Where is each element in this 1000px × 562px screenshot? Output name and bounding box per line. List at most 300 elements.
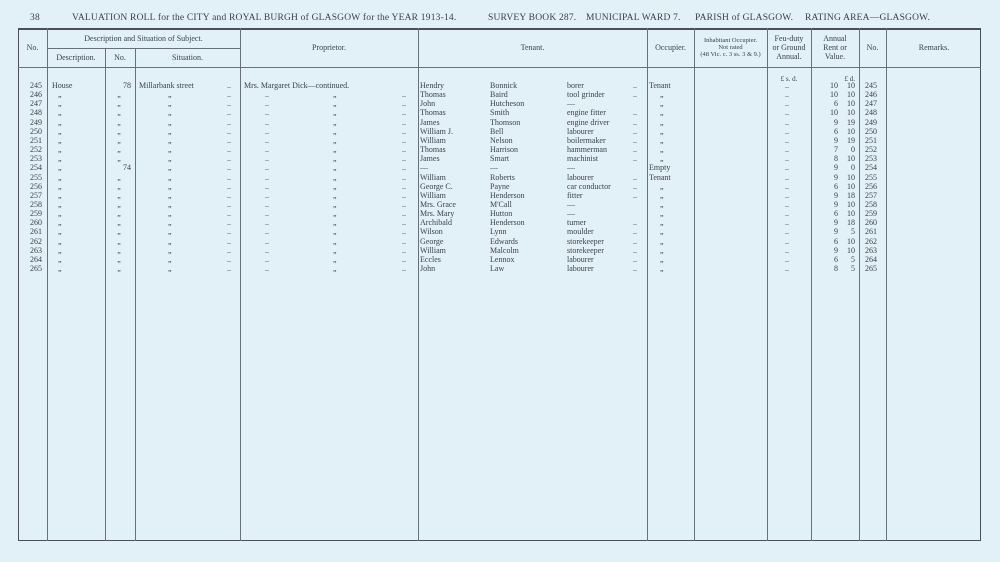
- tenant-surname: Henderson: [490, 218, 525, 228]
- feu-duty: ..: [785, 236, 789, 246]
- tenant-surname: M'Call: [490, 199, 512, 209]
- leader-dots: ..: [402, 236, 406, 246]
- leader-dots: ..: [265, 108, 269, 118]
- row-number: 265: [30, 264, 42, 273]
- situation: „: [168, 190, 172, 200]
- proprietor: „: [333, 264, 337, 273]
- leader-dots: ..: [402, 154, 406, 164]
- tenant-occupation: —: [567, 199, 575, 209]
- leader-dots: ..: [633, 126, 637, 136]
- feu-duty: ..: [785, 172, 789, 182]
- tenant-surname: Bell: [490, 126, 504, 136]
- header-line: Feu-duty: [774, 34, 804, 43]
- rent-pounds: 9: [834, 163, 838, 173]
- tenant-first-name: Thomas: [420, 145, 446, 155]
- description: „: [58, 209, 62, 219]
- leader-dots: ..: [265, 227, 269, 237]
- row-number: 260: [30, 218, 42, 228]
- description: „: [58, 181, 62, 191]
- description: „: [58, 163, 62, 173]
- situation: „: [168, 245, 172, 255]
- tenant-first-name: George: [420, 236, 444, 246]
- leader-dots: ..: [227, 99, 231, 109]
- row-number: 263: [30, 245, 42, 255]
- house-number: 78: [123, 81, 131, 90]
- tenant-occupation: boilermaker: [567, 135, 606, 145]
- leader-dots: ..: [265, 145, 269, 155]
- rent-pounds: 9: [834, 218, 838, 228]
- tenant-occupation: borer: [567, 81, 584, 90]
- proprietor: „: [333, 154, 337, 164]
- leader-dots: ..: [402, 245, 406, 255]
- leader-dots: ..: [227, 172, 231, 182]
- feu-duty: ..: [785, 90, 789, 100]
- leader-dots: ..: [402, 135, 406, 145]
- row-number-right: 259: [865, 209, 877, 219]
- leader-dots: ..: [265, 181, 269, 191]
- row-number-right: 263: [865, 245, 877, 255]
- occupier: „: [660, 264, 664, 273]
- tenant-occupation: labourer: [567, 126, 594, 136]
- house-number: „: [117, 199, 121, 209]
- description: „: [58, 236, 62, 246]
- row-number-right: 256: [865, 181, 877, 191]
- house-number: „: [117, 90, 121, 100]
- leader-dots: ..: [633, 227, 637, 237]
- proprietor: Mrs. Margaret Dick—continued.: [244, 81, 350, 90]
- tenant-occupation: —: [567, 99, 575, 109]
- description: „: [58, 135, 62, 145]
- leader-dots: ..: [402, 90, 406, 100]
- row-number: 255: [30, 172, 42, 182]
- leader-dots: ..: [633, 145, 637, 155]
- tenant-surname: Hutton: [490, 209, 513, 219]
- situation: „: [168, 254, 172, 264]
- feu-duty: ..: [785, 126, 789, 136]
- feu-duty: ..: [785, 209, 789, 219]
- row-number-right: 254: [865, 163, 877, 173]
- leader-dots: ..: [402, 145, 406, 155]
- rent-pounds: 6: [834, 99, 838, 109]
- tenant-occupation: —: [567, 163, 575, 173]
- tenant-first-name: John: [420, 264, 436, 273]
- feu-duty: ..: [785, 81, 789, 90]
- proprietor: „: [333, 135, 337, 145]
- leader-dots: ..: [633, 108, 637, 118]
- rent-pounds: 6: [834, 254, 838, 264]
- row-number: 250: [30, 126, 42, 136]
- description: „: [58, 172, 62, 182]
- row-number: 262: [30, 236, 42, 246]
- tenant-first-name: William: [420, 190, 446, 200]
- tenant-first-name: Wilson: [420, 227, 443, 237]
- proprietor: „: [333, 90, 337, 100]
- leader-dots: ..: [402, 181, 406, 191]
- leader-dots: ..: [633, 172, 637, 182]
- feu-duty: ..: [785, 190, 789, 200]
- tenant-first-name: Thomas: [420, 90, 446, 100]
- leader-dots: ..: [227, 108, 231, 118]
- situation: „: [168, 108, 172, 118]
- row-number: 261: [30, 227, 42, 237]
- house-number: „: [117, 209, 121, 219]
- row-number: 253: [30, 154, 42, 164]
- column-divider: [240, 28, 241, 541]
- tenant-occupation: labourer: [567, 264, 594, 273]
- tenant-occupation: machinist: [567, 154, 599, 164]
- leader-dots: ..: [633, 181, 637, 191]
- row-number: 257: [30, 190, 42, 200]
- leader-dots: ..: [265, 117, 269, 127]
- leader-dots: ..: [633, 190, 637, 200]
- tenant-surname: —: [490, 163, 498, 173]
- row-number-right: 250: [865, 126, 877, 136]
- tenant-surname: Baird: [490, 90, 508, 100]
- row-number-right: 264: [865, 254, 877, 264]
- leader-dots: ..: [402, 254, 406, 264]
- header-no: No.: [26, 43, 39, 52]
- row-number: 247: [30, 99, 42, 109]
- tenant-occupation: storekeeper: [567, 245, 604, 255]
- rent-units: £ d.: [844, 75, 855, 83]
- header-line: or Ground: [772, 43, 806, 52]
- column-divider: [418, 28, 419, 541]
- house-number: „: [117, 154, 121, 164]
- feu-units: £ s. d.: [780, 75, 798, 83]
- tenant-occupation: engine driver: [567, 117, 610, 127]
- tenant-surname: Nelson: [490, 135, 513, 145]
- rent-pence: 10: [847, 90, 855, 100]
- house-number: „: [117, 145, 121, 155]
- rent-pounds: 9: [834, 135, 838, 145]
- house-number: „: [117, 108, 121, 118]
- rent-pence: 5: [851, 254, 855, 264]
- description: „: [58, 117, 62, 127]
- row-number-right: 258: [865, 199, 877, 209]
- row-number: 259: [30, 209, 42, 219]
- leader-dots: ..: [265, 218, 269, 228]
- leader-dots: ..: [633, 236, 637, 246]
- feu-duty: ..: [785, 145, 789, 155]
- situation: Millarbank street: [139, 81, 194, 90]
- header-feu-duty: [767, 34, 811, 61]
- occupier: „: [660, 236, 664, 246]
- tenant-surname: Payne: [490, 181, 510, 191]
- occupier: Empty: [649, 163, 671, 173]
- proprietor: „: [333, 254, 337, 264]
- row-number: 246: [30, 90, 42, 100]
- municipal-ward: MUNICIPAL WARD 7.: [586, 13, 681, 23]
- description: „: [58, 190, 62, 200]
- leader-dots: ..: [265, 135, 269, 145]
- leader-dots: ..: [402, 126, 406, 136]
- header-line: Value.: [824, 52, 846, 61]
- rent-pence: 10: [847, 126, 855, 136]
- tenant-surname: Malcolm: [490, 245, 519, 255]
- leader-dots: ..: [633, 117, 637, 127]
- tenant-first-name: William J.: [420, 126, 454, 136]
- rent-pounds: 6: [834, 236, 838, 246]
- rent-pence: 10: [847, 154, 855, 164]
- occupier: „: [660, 90, 664, 100]
- header-tenant: Tenant.: [520, 43, 545, 52]
- situation: „: [168, 117, 172, 127]
- row-number-right: 261: [865, 227, 877, 237]
- description: House: [52, 81, 73, 90]
- leader-dots: ..: [227, 209, 231, 219]
- survey-book: SURVEY BOOK 287.: [488, 13, 577, 23]
- tenant-occupation: tool grinder: [567, 90, 605, 100]
- row-number: 248: [30, 108, 42, 118]
- situation: „: [168, 135, 172, 145]
- row-number: 256: [30, 181, 42, 191]
- occupier: „: [660, 181, 664, 191]
- rent-pence: 10: [847, 245, 855, 255]
- rent-pence: 0: [851, 145, 855, 155]
- proprietor: „: [333, 236, 337, 246]
- header-line: (48 Vic. c. 3 ss. 3 & 9.): [700, 51, 761, 58]
- leader-dots: ..: [265, 199, 269, 209]
- header-line: Annual.: [776, 52, 802, 61]
- leader-dots: ..: [402, 172, 406, 182]
- rent-pence: 18: [847, 190, 855, 200]
- row-number-right: 257: [865, 190, 877, 200]
- tenant-surname: Edwards: [490, 236, 518, 246]
- tenant-first-name: —: [420, 163, 428, 173]
- row-number: 249: [30, 117, 42, 127]
- situation: „: [168, 181, 172, 191]
- situation: „: [168, 209, 172, 219]
- leader-dots: ..: [265, 126, 269, 136]
- tenant-occupation: labourer: [567, 172, 594, 182]
- row-number-right: 248: [865, 108, 877, 118]
- leader-dots: ..: [633, 254, 637, 264]
- tenant-surname: Lennox: [490, 254, 515, 264]
- page-title: VALUATION ROLL for the CITY and ROYAL BURGH of GLASGOW for the YEAR 1913-14.: [72, 13, 457, 23]
- rent-pounds: 9: [834, 199, 838, 209]
- rent-pounds: 7: [834, 145, 838, 155]
- leader-dots: ..: [402, 264, 406, 273]
- header-divider: [47, 48, 240, 49]
- proprietor: „: [333, 227, 337, 237]
- rent-pounds: 9: [834, 190, 838, 200]
- feu-duty: ..: [785, 154, 789, 164]
- description: „: [58, 108, 62, 118]
- leader-dots: ..: [227, 190, 231, 200]
- house-number: „: [117, 245, 121, 255]
- rent-pence: 10: [847, 172, 855, 182]
- proprietor: „: [333, 199, 337, 209]
- tenant-occupation: storekeeper: [567, 236, 604, 246]
- rent-pounds: 8: [834, 264, 838, 273]
- situation: „: [168, 227, 172, 237]
- column-divider: [886, 28, 887, 541]
- situation: „: [168, 236, 172, 246]
- rent-pounds: 9: [834, 245, 838, 255]
- parish: PARISH of GLASGOW.: [695, 13, 794, 23]
- house-number: 74: [123, 163, 131, 173]
- header-no-right: No.: [866, 43, 879, 52]
- tenant-surname: Roberts: [490, 172, 515, 182]
- leader-dots: ..: [227, 117, 231, 127]
- occupier: „: [660, 190, 664, 200]
- page-number: 38: [30, 13, 40, 23]
- leader-dots: ..: [633, 245, 637, 255]
- row-number-right: 255: [865, 172, 877, 182]
- rent-pence: 0: [851, 163, 855, 173]
- tenant-surname: Smith: [490, 108, 510, 118]
- tenant-occupation: hammerman: [567, 145, 607, 155]
- occupier: „: [660, 117, 664, 127]
- tenant-occupation: moulder: [567, 227, 594, 237]
- row-number-right: 246: [865, 90, 877, 100]
- proprietor: „: [333, 245, 337, 255]
- occupier: „: [660, 145, 664, 155]
- leader-dots: ..: [633, 218, 637, 228]
- occupier: „: [660, 218, 664, 228]
- rent-pence: 10: [847, 199, 855, 209]
- tenant-surname: Bonnick: [490, 81, 518, 90]
- tenant-first-name: Mrs. Grace: [420, 199, 456, 209]
- header-line: Rent or: [823, 43, 847, 52]
- leader-dots: ..: [265, 236, 269, 246]
- rent-pounds: 9: [834, 172, 838, 182]
- header-annual-rent: [811, 34, 859, 61]
- leader-dots: ..: [227, 90, 231, 100]
- proprietor: „: [333, 190, 337, 200]
- row-number: 258: [30, 199, 42, 209]
- leader-dots: ..: [265, 99, 269, 109]
- proprietor: „: [333, 126, 337, 136]
- description: „: [58, 264, 62, 273]
- row-number-right: 265: [865, 264, 877, 273]
- leader-dots: ..: [227, 145, 231, 155]
- situation: „: [168, 90, 172, 100]
- feu-duty: ..: [785, 135, 789, 145]
- leader-dots: ..: [227, 245, 231, 255]
- feu-duty: ..: [785, 199, 789, 209]
- description: „: [58, 99, 62, 109]
- occupier: Tenant: [649, 172, 671, 182]
- leader-dots: ..: [227, 254, 231, 264]
- description: „: [58, 126, 62, 136]
- tenant-first-name: George C.: [420, 181, 453, 191]
- leader-dots: ..: [402, 99, 406, 109]
- tenant-occupation: engine fitter: [567, 108, 606, 118]
- leader-dots: ..: [265, 264, 269, 273]
- rent-pounds: 10: [830, 81, 838, 90]
- rent-pence: 10: [847, 108, 855, 118]
- header-divider: [18, 67, 981, 68]
- column-divider: [135, 48, 136, 541]
- house-number: „: [117, 126, 121, 136]
- situation: „: [168, 218, 172, 228]
- column-divider: [767, 28, 768, 541]
- rent-pence: 10: [847, 209, 855, 219]
- house-number: „: [117, 264, 121, 273]
- situation: „: [168, 126, 172, 136]
- header-line: Inhabitant Occupier.: [703, 37, 758, 44]
- leader-dots: ..: [265, 90, 269, 100]
- occupier: Tenant: [649, 81, 671, 90]
- situation: „: [168, 172, 172, 182]
- leader-dots: ..: [227, 218, 231, 228]
- description: „: [58, 145, 62, 155]
- rent-pounds: 6: [834, 126, 838, 136]
- header-description: Description.: [56, 53, 96, 62]
- feu-duty: ..: [785, 264, 789, 273]
- header-house-no: No.: [114, 53, 126, 62]
- rent-pounds: 6: [834, 181, 838, 191]
- occupier: „: [660, 254, 664, 264]
- row-number: 245: [30, 81, 42, 90]
- rent-pence: 10: [847, 99, 855, 109]
- tenant-surname: Lynn: [490, 227, 507, 237]
- tenant-occupation: turner: [567, 218, 587, 228]
- description: „: [58, 227, 62, 237]
- tenant-first-name: Archibald: [420, 218, 452, 228]
- row-number-right: 262: [865, 236, 877, 246]
- column-divider: [859, 28, 860, 541]
- situation: „: [168, 264, 172, 273]
- situation: „: [168, 154, 172, 164]
- tenant-first-name: William: [420, 245, 446, 255]
- tenant-first-name: John: [420, 99, 436, 109]
- tenant-surname: Harrison: [490, 145, 518, 155]
- row-number: 251: [30, 135, 42, 145]
- description: „: [58, 90, 62, 100]
- leader-dots: ..: [633, 135, 637, 145]
- tenant-surname: Hutcheson: [490, 99, 525, 109]
- proprietor: „: [333, 218, 337, 228]
- row-number-right: 260: [865, 218, 877, 228]
- description: „: [58, 254, 62, 264]
- leader-dots: ..: [633, 81, 637, 90]
- occupier: „: [660, 154, 664, 164]
- tenant-surname: Law: [490, 264, 505, 273]
- leader-dots: ..: [265, 172, 269, 182]
- header-line: Not rated: [718, 44, 743, 51]
- occupier: „: [660, 135, 664, 145]
- house-number: „: [117, 190, 121, 200]
- row-number: 252: [30, 145, 42, 155]
- situation: „: [168, 99, 172, 109]
- leader-dots: ..: [227, 154, 231, 164]
- column-divider: [47, 28, 48, 541]
- tenant-first-name: James: [420, 117, 440, 127]
- tenant-first-name: Hendry: [420, 81, 444, 90]
- header-line: Annual: [823, 34, 847, 43]
- row-number-right: 245: [865, 81, 877, 90]
- occupier: „: [660, 227, 664, 237]
- leader-dots: ..: [227, 227, 231, 237]
- feu-duty: ..: [785, 245, 789, 255]
- column-divider: [694, 28, 695, 541]
- leader-dots: ..: [227, 126, 231, 136]
- row-number-right: 247: [865, 99, 877, 109]
- row-number: 264: [30, 254, 42, 264]
- house-number: „: [117, 218, 121, 228]
- tenant-surname: Thomson: [490, 117, 521, 127]
- rent-pounds: 9: [834, 227, 838, 237]
- column-divider: [647, 28, 648, 541]
- row-number-right: 252: [865, 145, 877, 155]
- rent-pence: 19: [847, 135, 855, 145]
- leader-dots: ..: [227, 181, 231, 191]
- row-number: 254: [30, 163, 42, 173]
- leader-dots: ..: [633, 154, 637, 164]
- leader-dots: ..: [227, 163, 231, 173]
